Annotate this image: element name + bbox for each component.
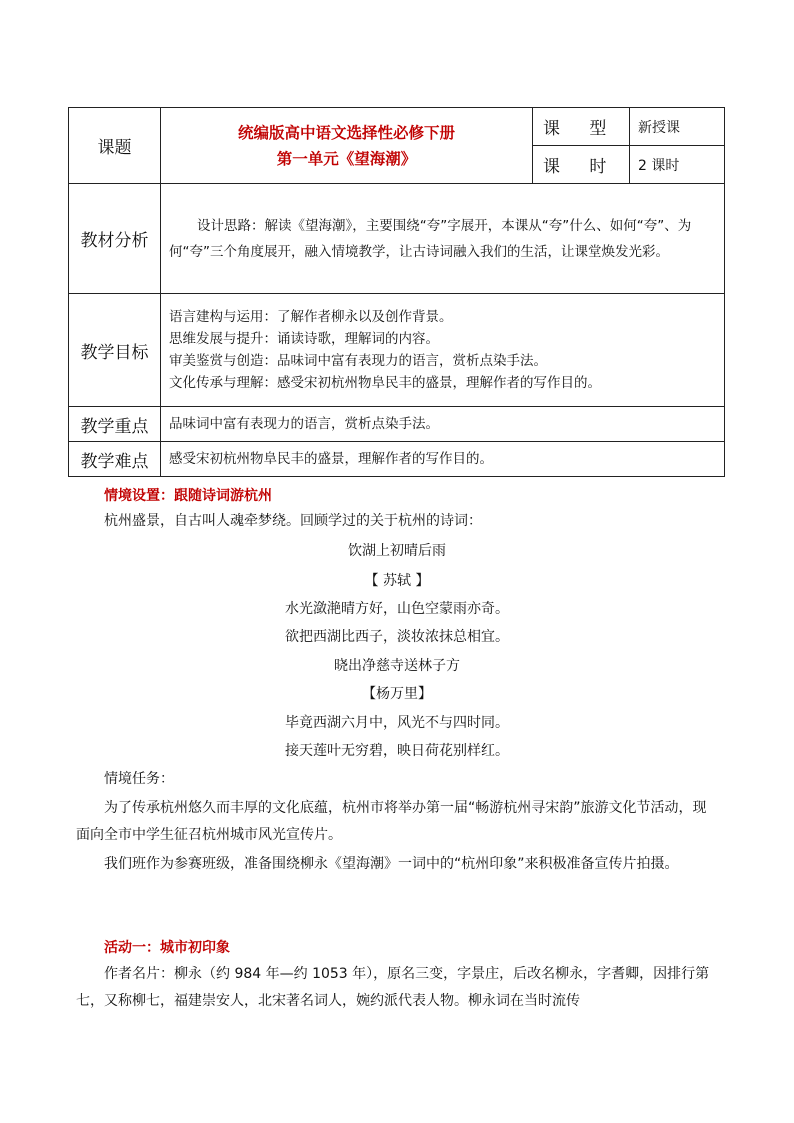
type-label: 课 型 (533, 108, 630, 146)
analysis-cell (161, 184, 725, 294)
activity1-title: 活动一：城市初印象 (104, 940, 230, 956)
goal-item: 文化传承与理解：感受宋初杭州物阜民丰的盛景，理解作者的写作目的。 (169, 375, 601, 391)
poem1-author: 【 苏轼 】 (364, 573, 430, 589)
difficult-text: 感受宋初杭州物阜民丰的盛景，理解作者的写作目的。 (161, 442, 725, 477)
analysis-text: 设计思路：解读《望海潮》，主要围绕“夸”字展开，本课从“夸”什么、如何“夸”、为何“夸”三个角度展开，融入情境教学，让古诗词融入我们的生活，让课堂焕发光彩。 (169, 217, 692, 260)
task-paragraph-1: 为了传承杭州悠久而丰厚的文化底蕴，杭州市将举办第一届“畅游杭州寻宋韵”旅游文化节活动，现面向全市中学生征召杭州城市风光宣传片。 (76, 800, 707, 843)
poem1-line1: 水光潋滟晴方好，山色空蒙雨亦奇。 (285, 601, 509, 617)
goal-item: 语言建构与运用：了解作者柳永以及创作背景。 (169, 309, 453, 325)
goals-label: 教学目标 (69, 294, 161, 407)
task-paragraph-2: 我们班作为参赛班级，准备围绕柳永《望海潮》一词中的“杭州印象”来积极准备宣传片拍摄。 (104, 856, 679, 872)
type-value: 新授课 (630, 108, 725, 146)
scene-title: 情境设置：跟随诗词游杭州 (104, 488, 272, 504)
poem1-title: 饮湖上初晴后雨 (348, 543, 446, 559)
lesson-title-cell (161, 108, 533, 184)
goal-item: 审美鉴赏与创造：品味词中富有表现力的语言，赏析点染手法。 (169, 353, 547, 369)
poem2-author: 【杨万里】 (362, 686, 432, 702)
poem1-line2: 欲把西湖比西子，淡妆浓抹总相宜。 (285, 629, 509, 645)
poem2-title: 晓出净慈寺送林子方 (334, 658, 460, 674)
activity1-text: 作者名片：柳永（约 984 年—约 1053 年），原名三变，字景庄，后改名柳永，字耆卿，因排行第七，又称柳七，福建崇安人，北宋著名词人，婉约派代表人物。柳永词在当时流传 (76, 966, 710, 1009)
analysis-label: 教材分析 (69, 184, 161, 294)
difficult-label: 教学难点 (69, 442, 161, 477)
task-label: 情境任务： (104, 771, 174, 787)
hours-value: 2 课时 (630, 146, 725, 184)
lesson-title-line1: 统编版高中语文选择性必修下册 (237, 123, 455, 142)
scene-intro: 杭州盛景，自古叫人魂牵梦绕。回顾学过的关于杭州的诗词： (104, 513, 482, 529)
lesson-plan-table (68, 107, 725, 477)
hours-label: 课 时 (533, 146, 630, 184)
key-text: 品味词中富有表现力的语言，赏析点染手法。 (161, 407, 725, 442)
goal-item: 思维发展与提升：诵读诗歌，理解词的内容。 (169, 331, 439, 347)
key-label: 教学重点 (69, 407, 161, 442)
topic-label: 课题 (69, 108, 161, 184)
poem2-line2: 接天莲叶无穷碧，映日荷花别样红。 (285, 743, 509, 759)
lesson-title-line2: 第一单元《望海潮》 (276, 149, 417, 168)
goals-cell (161, 294, 725, 407)
poem2-line1: 毕竟西湖六月中，风光不与四时同。 (285, 715, 509, 731)
